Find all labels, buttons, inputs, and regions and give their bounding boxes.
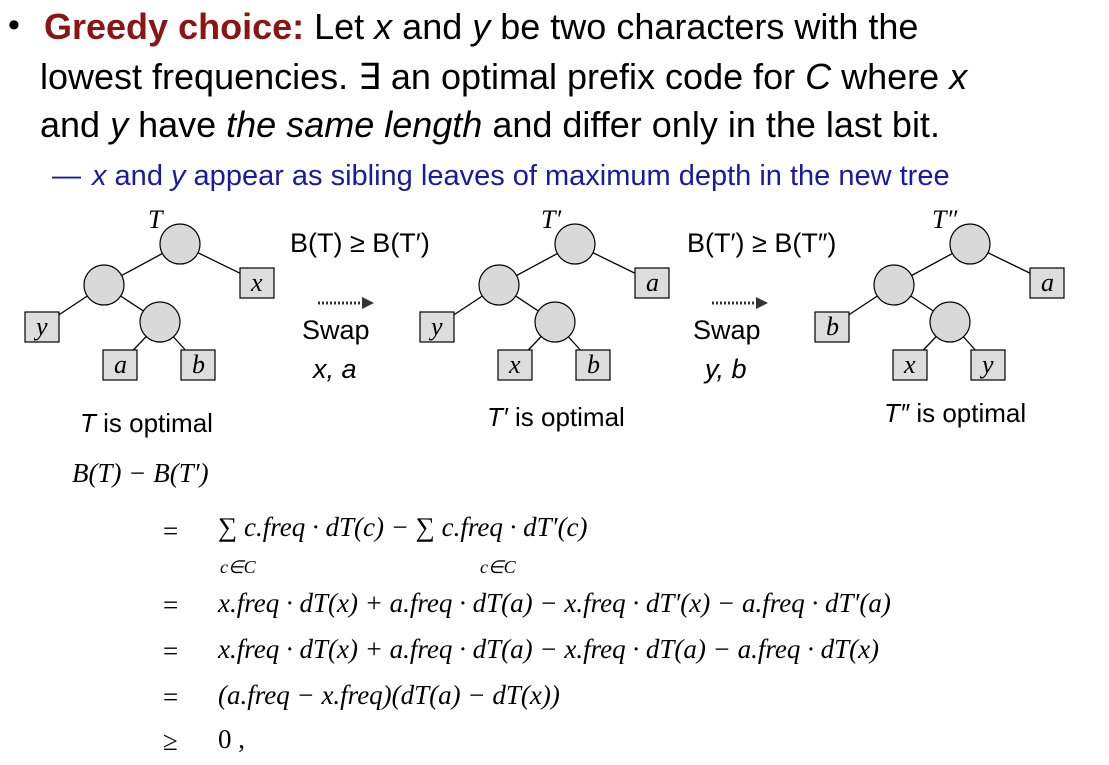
leaf-label: b [587, 350, 600, 379]
sum-subscript: c∈C [480, 557, 516, 577]
tree-name: T″ [932, 205, 958, 234]
leaf-label: y [431, 312, 443, 341]
swap-arrow-icon [318, 297, 374, 309]
relation: = [163, 516, 179, 546]
leaf-label: a [646, 268, 659, 297]
var-y: y [472, 6, 491, 47]
caption-T-prime [487, 402, 625, 433]
tree-node [84, 265, 124, 305]
caption-symbol: T″ [884, 398, 910, 428]
tree-node [140, 302, 180, 342]
tree-node [160, 224, 200, 264]
tree-name: T′ [541, 205, 562, 234]
relation: = [163, 682, 179, 712]
swap-label-1: Swap [302, 315, 370, 345]
inequality-1: B(T) ≥ B(T′) [290, 228, 430, 258]
var-y: y [110, 104, 129, 145]
caption-symbol: T′ [487, 402, 508, 432]
text: and [106, 160, 171, 192]
tree-T-double-prime [815, 205, 1064, 380]
var-x: x [374, 6, 393, 47]
caption-symbol: T [80, 408, 96, 438]
caption-T-double-prime [884, 398, 1026, 429]
heading-line-1 [44, 6, 918, 48]
tree-node [874, 265, 914, 305]
greedy-choice-label: Greedy choice: [44, 6, 305, 47]
caption-T [80, 408, 213, 439]
swap-label-2: Swap [693, 315, 761, 345]
text: be two characters with the [490, 6, 919, 47]
caption-text: is optimal [909, 398, 1027, 428]
tree-T [25, 205, 274, 380]
leaf-label: x [509, 350, 521, 379]
var-y: y [171, 160, 186, 192]
derivation-row-2: x.freq · dT(x) + a.freq · dT(a) − x.freq · dT′(x) − a.freq · dT′(a) [218, 588, 891, 618]
dash-icon: — [52, 160, 81, 192]
relation: = [163, 590, 179, 620]
leaf-label: y [982, 350, 994, 379]
text: where [831, 56, 950, 97]
text: and [392, 6, 473, 47]
caption-text: is optimal [507, 402, 625, 432]
text: and differ only in the last bit. [482, 104, 940, 145]
relation: ≥ [163, 726, 178, 756]
heading-line-2 [40, 56, 967, 98]
same-length-phrase: the same length [226, 104, 483, 145]
leaf-label: a [114, 350, 127, 379]
leaf-label: a [1041, 268, 1054, 297]
swap-pair-1: x, a [313, 354, 357, 384]
tree-T-prime [420, 205, 669, 380]
inequality-2: B(T′) ≥ B(T″) [687, 228, 837, 258]
leaf-label: x [251, 268, 263, 297]
text: lowest frequencies. ∃ an optimal prefix code for [40, 56, 806, 97]
text: appear as sibling leaves of maximum depth in the new tree [185, 160, 950, 192]
swap-arrow-icon [712, 297, 768, 309]
text: and [40, 104, 111, 145]
derivation-row-4: (a.freq − x.freq)(dT(a) − dT(x)) [218, 680, 560, 710]
heading-line-3 [40, 104, 940, 146]
var-x: x [92, 160, 107, 192]
relation: = [163, 636, 179, 666]
tree-node [479, 265, 519, 305]
tree-node [930, 302, 970, 342]
leaf-label: y [36, 312, 48, 341]
leaf-label: x [904, 350, 916, 379]
leaf-label: b [192, 350, 205, 379]
derivation-row-3: x.freq · dT(x) + a.freq · dT(a) − x.freq · dT(a) − a.freq · dT(x) [218, 634, 880, 664]
text: have [128, 104, 227, 145]
caption-text: is optimal [95, 408, 213, 438]
derivation-lhs: B(T) − B(T′) [72, 458, 209, 488]
leaf-label: b [826, 312, 839, 341]
text: Let [304, 6, 375, 47]
bullet-icon: • [8, 6, 20, 44]
tree-name: T [148, 205, 163, 234]
swap-pair-2: y, b [705, 354, 747, 384]
derivation-row-5: 0 , [218, 724, 245, 754]
sum-subscript: c∈C [220, 557, 256, 577]
derivation-row-1: ∑ c.freq · dT(c) − ∑ c.freq · dT′(c) [218, 512, 588, 542]
var-C: C [805, 56, 832, 97]
subpoint [52, 160, 950, 193]
var-x: x [949, 56, 968, 97]
tree-node [535, 302, 575, 342]
